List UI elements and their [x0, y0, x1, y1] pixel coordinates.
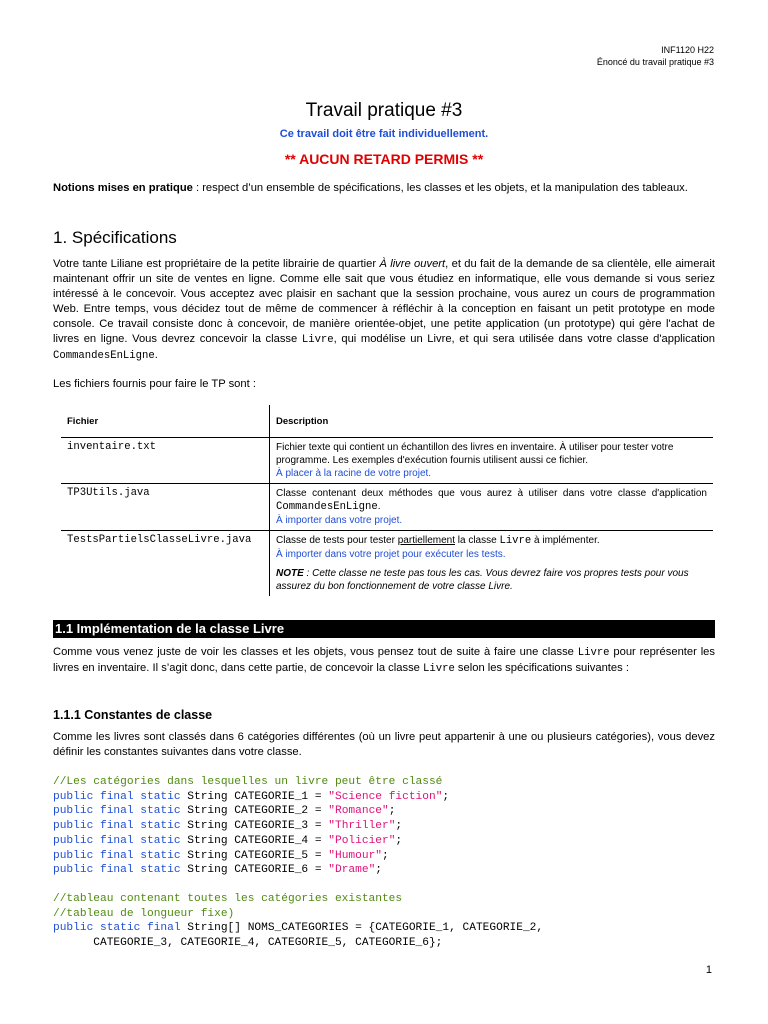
code-keyword: public final static [53, 790, 181, 803]
inline-code: CommandesEnLigne [53, 350, 155, 362]
table-row [61, 438, 713, 484]
semicolon: ; [395, 820, 403, 833]
file-description [270, 531, 714, 597]
code-keyword: public final static [53, 820, 181, 833]
subtitle: Ce travail doit être fait individuellement. [279, 128, 489, 140]
string-literal: "Humour" [328, 849, 382, 862]
description-text: à implémenter. [531, 535, 600, 546]
code-line [53, 921, 543, 936]
description-text: la classe [455, 535, 500, 546]
file-name: inventaire.txt [61, 438, 270, 484]
semicolon: ; [382, 849, 389, 862]
code-line [53, 863, 449, 878]
constant-lines [53, 790, 449, 878]
string-literal: "Thriller" [328, 820, 396, 833]
shop-name: À livre ouvert [379, 258, 446, 270]
section-1-paragraph [53, 257, 715, 364]
text-run: , et du fait de la demande de sa clientèle, elle aimerait maintenant offrir un site de ventes en ligne. Comme elle sait que vous étudiez en informatique, elle vous demande si vous seriez intéressé à le concevoir. Vous acceptez avec plaisir en sachant que la session prochaine, vous aurez un cours de programmation Web. Entre temps, vous décidez tout de même de commencer à réfléchir à la conception en faisant un petit prototype en mode console. Ce travail consiste donc à concevoir, de manière orientée-objet, une petite application (un prototype) qui gère l'achat de livres en ligne. Vous devrez concevoir la classe [53, 258, 715, 345]
inline-code: Livre [301, 334, 334, 346]
notions-text: : respect d’un ensemble de spécifications, les classes et les objets, et la manipulation des tableaux. [192, 182, 688, 194]
semicolon: ; [388, 805, 396, 818]
page-header [597, 44, 714, 68]
test-note [276, 567, 707, 593]
code-type: String [180, 864, 235, 877]
course-code: INF1120 H22 [661, 45, 714, 55]
constant-name: CATEGORIE_3 = [234, 820, 329, 833]
file-name: TestsPartielsClasseLivre.java [61, 531, 270, 597]
section-1-1-1-paragraph: Comme les livres sont classés dans 6 catégories différentes (où un livre peut appartenir à une ou plusieurs catégories), vous devez définir les constantes suivantes dans votre classe. [53, 731, 715, 758]
section-1-1-heading: 1.1 Implémentation de la classe Livre [53, 620, 715, 638]
text-run: . [154, 349, 158, 361]
code-text: String[] NOMS_CATEGORIES = {CATEGORIE_1, CATEGORIE_2, [180, 922, 544, 935]
text-run: selon les spécifications suivantes : [454, 662, 629, 674]
code-comment: //Les catégories dans lesquelles un livre peut être classé [53, 776, 443, 788]
semicolon: ; [375, 864, 382, 877]
constant-name: CATEGORIE_6 = [234, 864, 329, 877]
text-run: pour représenter les livres en inventaire. Il s’agit donc, dans cette partie, de concevoir la classe [53, 646, 715, 674]
code-keyword: public final static [53, 805, 181, 818]
code-type: String [180, 790, 235, 803]
code-line [53, 804, 449, 819]
text-run: Comme vous venez juste de voir les classes et les objets, vous pensez tout de suite à faire une classe [53, 646, 578, 658]
code-keyword: public final static [53, 849, 181, 862]
constant-name: CATEGORIE_5 = [234, 849, 329, 862]
instruction-note: À importer dans votre projet pour exécuter les tests. [276, 549, 506, 560]
page-number: 1 [705, 964, 712, 976]
code-line [53, 790, 449, 805]
document-label: Énoncé du travail pratique #3 [596, 57, 714, 67]
semicolon: ; [395, 834, 403, 847]
file-description [270, 438, 714, 484]
string-literal: "Science fiction" [328, 790, 443, 803]
column-header-file: Fichier [61, 405, 270, 438]
table-row [61, 484, 713, 531]
code-block-array [53, 892, 543, 951]
column-header-description: Description [270, 405, 714, 438]
section-1-1-1-heading: 1.1.1 Constantes de classe [53, 708, 213, 722]
notions-label: Notions mises en pratique [53, 182, 193, 194]
code-block-constants [53, 775, 449, 878]
code-line: CATEGORIE_3, CATEGORIE_4, CATEGORIE_5, CATEGORIE_6}; [53, 937, 443, 950]
inline-code: CommandesEnLigne [276, 501, 378, 513]
code-type: String [180, 805, 235, 818]
inline-code: Livre [577, 647, 610, 659]
text-run: , qui modélise un Livre, et qui sera utilisée dans votre classe d'application [333, 333, 715, 345]
description-text: Classe contenant deux méthodes que vous aurez à utiliser dans votre classe d'application [276, 488, 707, 499]
string-literal: "Policier" [328, 834, 396, 847]
inline-code: Livre [423, 663, 455, 675]
code-comment: //tableau de longueur fixe) [53, 907, 235, 920]
description-text: . [377, 501, 381, 512]
code-keyword: public final static [53, 834, 181, 847]
section-1-1-paragraph [53, 645, 715, 677]
table-row [61, 531, 713, 597]
code-line [53, 849, 449, 864]
inline-code: Livre [499, 535, 532, 547]
constant-name: CATEGORIE_2 = [234, 805, 329, 818]
constant-name: CATEGORIE_4 = [234, 834, 329, 847]
semicolon: ; [442, 790, 450, 803]
code-keyword: public final static [53, 864, 181, 877]
constant-name: CATEGORIE_1 = [234, 790, 329, 803]
description-text: Classe de tests pour tester [276, 535, 398, 546]
code-line [53, 819, 449, 834]
file-name: TP3Utils.java [61, 484, 270, 531]
code-keyword: public static final [53, 922, 181, 935]
file-description [270, 484, 714, 531]
underlined-text: partiellement [397, 535, 455, 546]
string-literal: "Romance" [328, 805, 389, 818]
code-line [53, 834, 449, 849]
files-intro: Les fichiers fournis pour faire le TP sont : [53, 378, 256, 390]
code-comment: //tableau contenant toutes les catégories existantes [53, 893, 403, 905]
code-type: String [180, 834, 235, 847]
files-table [61, 405, 713, 596]
no-late-warning: ** AUCUN RETARD PERMIS ** [284, 151, 484, 167]
code-type: String [180, 820, 235, 833]
note-text: : Cette classe ne teste pas tous les cas. Vous devrez faire vos propres tests pour vous assurez du bon fonctionnement de votre classe Livre. [276, 568, 689, 592]
instruction-note: À placer à la racine de votre projet. [276, 468, 432, 479]
table-header-row [61, 405, 713, 438]
description-text: Fichier texte qui contient un échantillon des livres en inventaire. À utiliser pour tester votre programme. Les exemples d'exécution fournis utilisent aussi ce fichier. [276, 442, 674, 466]
note-label: NOTE [276, 568, 304, 579]
string-literal: "Drame" [328, 864, 376, 877]
text-run: Votre tante Liliane est propriétaire de la petite librairie de quartier [53, 258, 380, 270]
notions-paragraph [53, 181, 715, 196]
instruction-note: À importer dans votre projet. [276, 515, 403, 526]
page-title: Travail pratique #3 [305, 100, 463, 121]
code-type: String [180, 849, 235, 862]
section-1-heading: 1. Spécifications [53, 228, 177, 247]
